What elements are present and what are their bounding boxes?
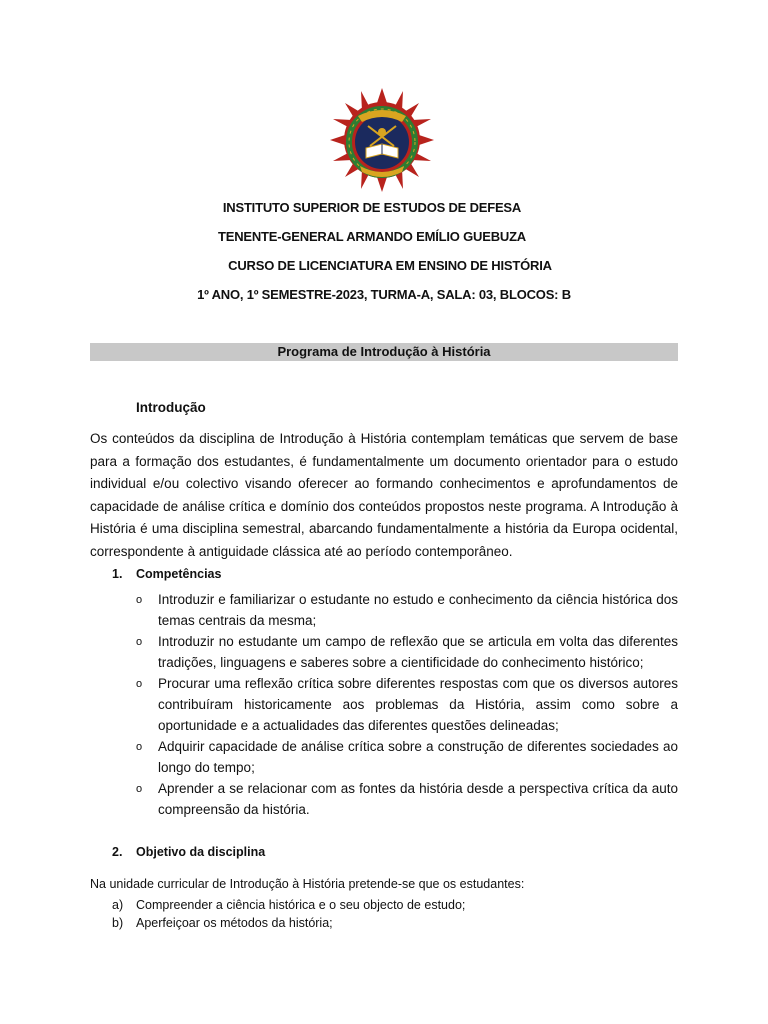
list-item-text: Adquirir capacidade de análise crítica sobre a construção de diferentes sociedades ao longo do tempo; — [158, 739, 678, 775]
section-title: Objetivo da disciplina — [136, 845, 266, 859]
list-item — [132, 736, 678, 778]
competencias-list — [132, 589, 678, 820]
bullet-marker: o — [136, 741, 143, 753]
objetivo-list — [112, 896, 465, 932]
list-item — [132, 778, 678, 820]
bullet-marker: o — [136, 678, 143, 690]
list-letter: b) — [112, 916, 124, 930]
institution-patron: TENENTE-GENERAL ARMANDO EMÍLIO GUEBUZA — [217, 229, 526, 244]
list-item-text: Compreender a ciência histórica e o seu objecto de estudo; — [136, 898, 466, 912]
list-item — [112, 896, 465, 914]
section-number: 2. — [112, 845, 123, 859]
institution-name: INSTITUTO SUPERIOR DE ESTUDOS DE DEFESA — [222, 200, 522, 215]
list-item-text: Aprender a se relacionar com as fontes da história desde a perspectiva crítica da auto compreensão da história. — [158, 781, 678, 817]
objetivo-intro: Na unidade curricular de Introdução à História pretende-se que os estudantes: — [90, 877, 525, 891]
introduction-paragraph: Os conteúdos da disciplina de Introdução à História contemplam temáticas que servem de base para a formação dos estudantes, é fundamentalmente um documento orientador para o estudo individual e/ou colectivo visando oferecer ao formando conhecimentos e aprofundamentos de capacidade de análise crítica e domínio dos conteúdos propostos neste programa. A Introdução à História é uma disciplina semestral, abarcando fundamentalmente a história da Europa ocidental, correspondente à antiguidade clássica até ao período contemporâneo. — [90, 431, 678, 559]
list-item — [112, 914, 465, 932]
program-title-banner: Programa de Introdução à História — [90, 343, 678, 361]
list-item — [132, 673, 678, 736]
section-competencias-heading — [112, 567, 221, 581]
list-item-text: Introduzir e familiarizar o estudante no estudo e conhecimento da ciência histórica dos temas centrais da mesma; — [158, 592, 678, 628]
class-info: 1º ANO, 1º SEMESTRE-2023, TURMA-A, SALA: 03, BLOCOS: B — [197, 287, 571, 302]
list-item — [132, 589, 678, 631]
list-item-text: Introduzir no estudante um campo de reflexão que se articula em volta das diferentes tradições, linguagens e saberes sobre a cientificidade do conhecimento histórico; — [158, 634, 678, 670]
bullet-marker: o — [136, 594, 143, 606]
introduction-heading: Introdução — [136, 400, 206, 415]
list-letter: a) — [112, 898, 124, 912]
section-objetivo-heading — [112, 845, 265, 859]
bullet-marker: o — [136, 783, 143, 795]
course-name: CURSO DE LICENCIATURA EM ENSINO DE HISTÓRIA — [228, 258, 552, 273]
list-item-text: Aperfeiçoar os métodos da história; — [136, 916, 333, 930]
bullet-marker: o — [136, 636, 143, 648]
seal-icon — [328, 86, 436, 194]
section-number: 1. — [112, 567, 123, 581]
list-item-text: Procurar uma reflexão crítica sobre diferentes respostas com que os diversos autores contribuíram historicamente aos problemas da História, assim como sobre a oportunidade e a actualidades das diferentes questões delineadas; — [158, 676, 678, 733]
list-item — [132, 631, 678, 673]
section-title: Competências — [136, 567, 222, 581]
